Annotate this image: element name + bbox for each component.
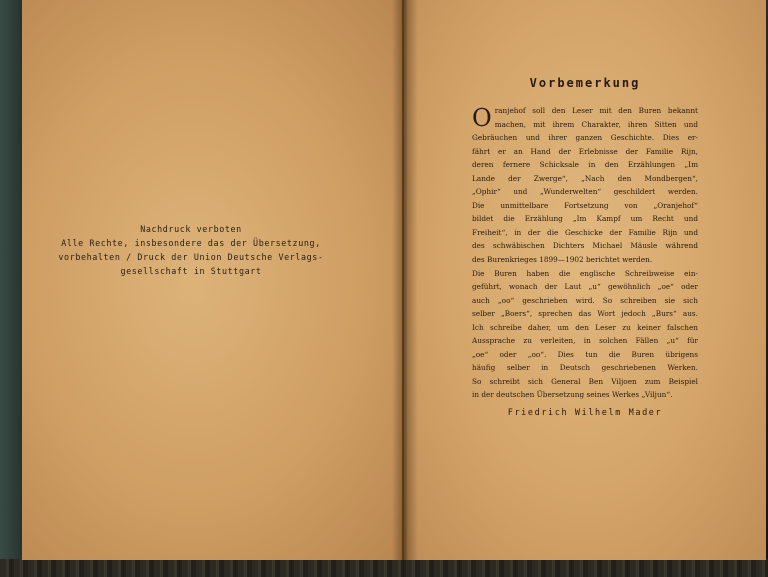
imprint-block (0, 222, 382, 278)
imprint-line: Alle Rechte, insbesondere das der Übersetzung, (61, 238, 321, 248)
text-line: Aussprache zu verleiten, in solchen Fällen „u“ für (472, 336, 698, 346)
page-title: Vorbemerkung (529, 76, 641, 90)
paragraph-2 (472, 267, 698, 402)
paragraph-1 (472, 104, 698, 267)
text-line: Die Buren haben die englische Schreibweise ein- (472, 268, 698, 278)
preface-text (472, 104, 698, 402)
text-line: des Burenkrieges 1899—1902 berichtet werden. (472, 255, 653, 265)
text-line: geführt, wonach der Laut „u“ gewöhnlich „oe“ oder (472, 282, 698, 292)
text-line: Die unmittelbare Fortsetzung von „Oranjehof“ (472, 200, 698, 210)
text-line: ranjehof soll den Leser mit den Buren bekannt (494, 106, 698, 115)
imprint-line: Nachdruck verboten (140, 224, 242, 234)
drop-cap: O (472, 104, 492, 132)
text-line: machen, mit ihrem Charakter, ihren Sitten und (494, 119, 698, 129)
text-line: des schwäbischen Dichters Michael Mäusle während (472, 241, 698, 251)
text-line: Gebräuchen und ihrer ganzen Geschichte. Dies er- (472, 133, 698, 143)
text-line: Ich schreibe daher, um den Leser zu keiner falschen (472, 322, 698, 332)
text-line: „oe“ oder „oo“. Dies tun die Buren übrigens (472, 349, 698, 359)
text-line: selber „Boers“, sprechen das Wort jedoch „Burs“ aus. (472, 309, 698, 319)
imprint-line: vorbehalten / Druck der Union Deutsche Verlags- (58, 252, 324, 262)
text-line: „Ophir“ und „Wunderwelten“ geschildert werden. (472, 187, 698, 197)
book-bottom-edge (0, 559, 768, 577)
text-line: häufig selber in Deutsch geschriebenen Werken. (472, 363, 698, 373)
text-line: auch „oo“ geschrieben wird. So schreiben sie sich (472, 295, 698, 305)
imprint-line: gesellschaft in Stuttgart (120, 266, 262, 276)
text-line: fährt er an Hand der Erlebnisse der Familie Rijn, (472, 146, 698, 156)
text-line: in der deutschen Übersetzung seines Werkes „Viljun“. (472, 390, 673, 400)
text-line: deren fernere Schicksale in den Erzählungen „Im (472, 160, 698, 170)
text-line: Lande der Zwerge“, „Nach den Mondbergen“, (472, 173, 698, 183)
text-line: So schreibt sich General Ben Viljoen zum Beispiel (472, 376, 698, 386)
left-page (22, 0, 404, 560)
text-line: Freiheit“, in der die Geschicke der Familie Rijn und (472, 227, 698, 237)
text-line: bildet die Erzählung „Im Kampf um Recht und (472, 214, 698, 224)
author-signature: Friedrich Wilhelm Mader (507, 408, 663, 418)
